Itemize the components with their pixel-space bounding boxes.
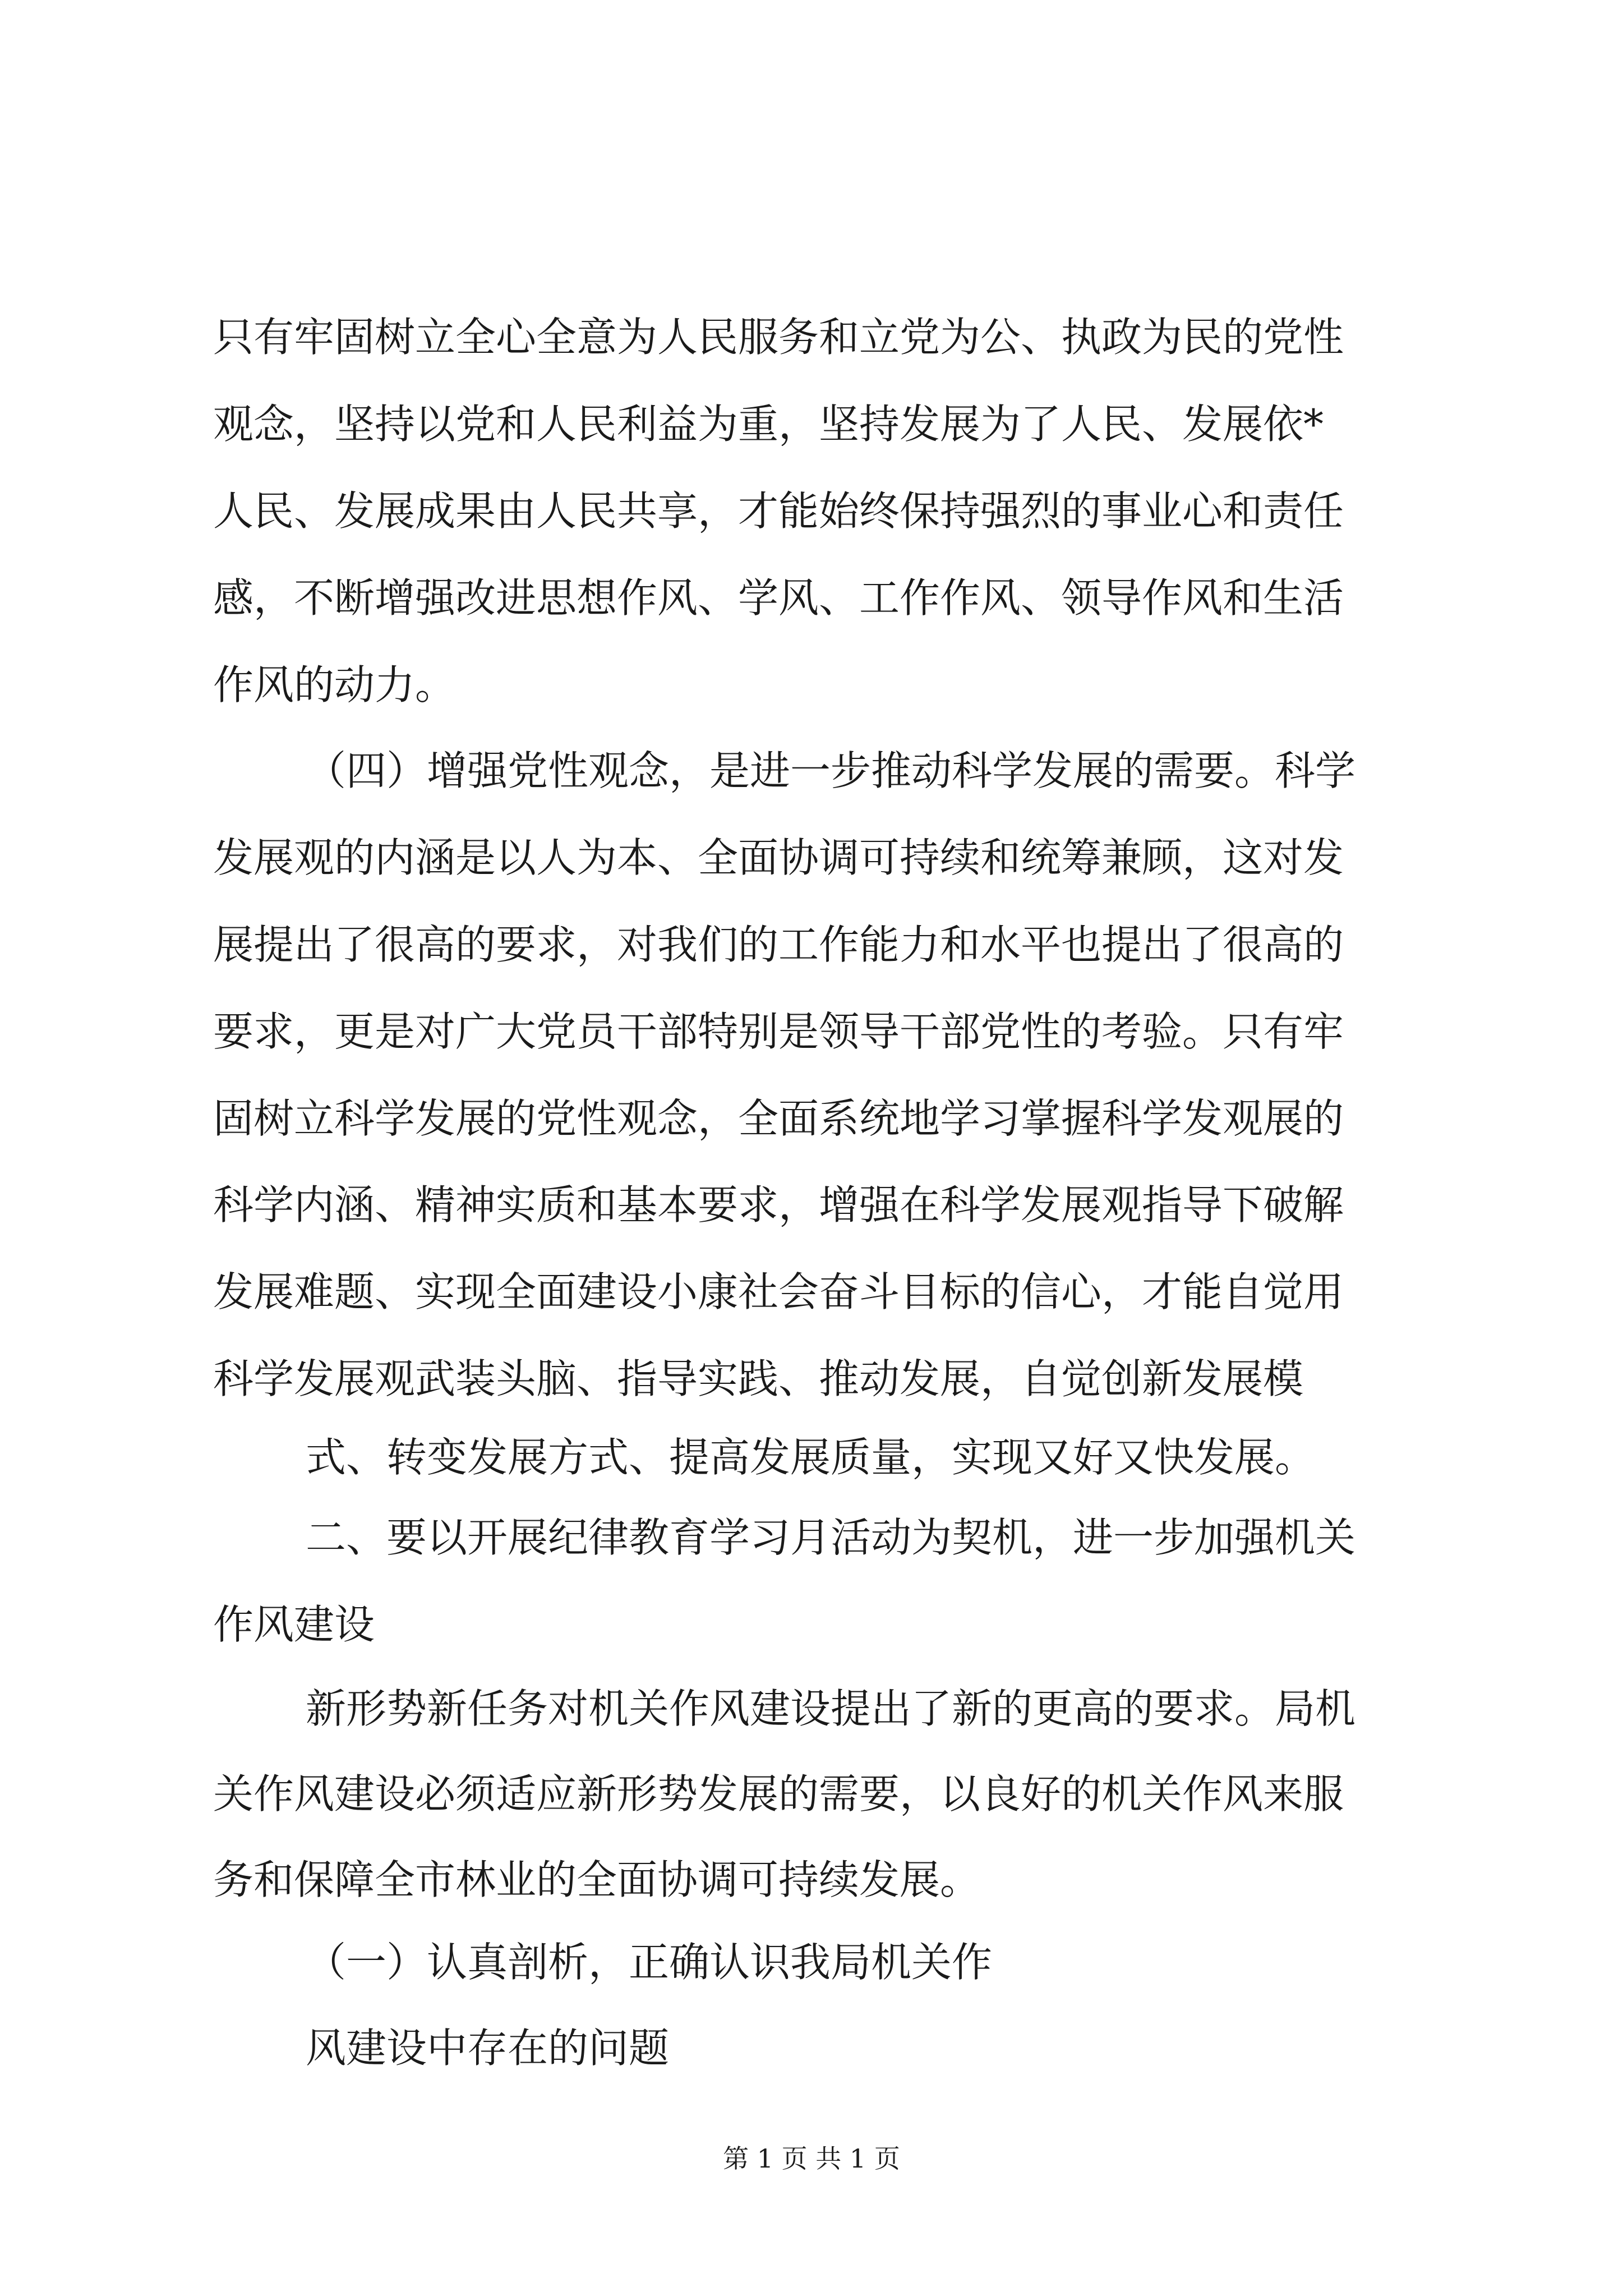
text-line: 发展难题、实现全面建设小康社会奋斗目标的信心，才能自觉用 (213, 1268, 1344, 1315)
subheading-line: 风建设中存在的问题 (306, 2024, 670, 2072)
text-line: 只有牢固树立全心全意为人民服务和立党为公、执政为民的党性 (213, 314, 1344, 361)
text-line: 作风的动力。 (213, 661, 456, 708)
text-line: 关作风建设必须适应新形势发展的需要，以良好的机关作风来服 (213, 1770, 1344, 1818)
text-line: 人民、发展成果由人民共享，才能始终保持强烈的事业心和责任 (213, 487, 1344, 535)
heading-line: 二、要以开展纪律教育学习月活动为契机，进一步加强机关 (306, 1514, 1356, 1561)
text-line: 发展观的内涵是以人为本、全面协调可持续和统筹兼顾，这对发 (213, 834, 1344, 881)
subheading-line: （一）认真剖析，正确认识我局机关作 (306, 1939, 993, 1986)
text-line: （四）增强党性观念，是进一步推动科学发展的需要。科学 (306, 747, 1356, 794)
text-line: 要求，更是对广大党员干部特别是领导干部党性的考验。只有牢 (213, 1008, 1344, 1055)
page-footer: 第 1 页 共 1 页 (723, 2143, 900, 2174)
text-line: 固树立科学发展的党性观念，全面系统地学习掌握科学发观展的 (213, 1095, 1344, 1142)
text-line: 观念，坚持以党和人民利益为重，坚持发展为了人民、发展依* (213, 401, 1324, 448)
text-line: 感，不断增强改进思想作风、学风、工作作风、领导作风和生活 (213, 574, 1344, 622)
text-line: 展提出了很高的要求，对我们的工作能力和水平也提出了很高的 (213, 921, 1344, 968)
text-line: 务和保障全市林业的全面协调可持续发展。 (213, 1856, 981, 1903)
text-line: 科学发展观武装头脑、指导实践、推动发展，自觉创新发展模 (213, 1355, 1304, 1402)
text-line: 新形势新任务对机关作风建设提出了新的更高的要求。局机 (306, 1685, 1356, 1732)
text-line: 式、转变发展方式、提高发展质量，实现又好又快发展。 (306, 1434, 1316, 1481)
heading-line: 作风建设 (213, 1601, 375, 1648)
text-line: 科学内涵、精神实质和基本要求，增强在科学发展观指导下破解 (213, 1181, 1344, 1228)
